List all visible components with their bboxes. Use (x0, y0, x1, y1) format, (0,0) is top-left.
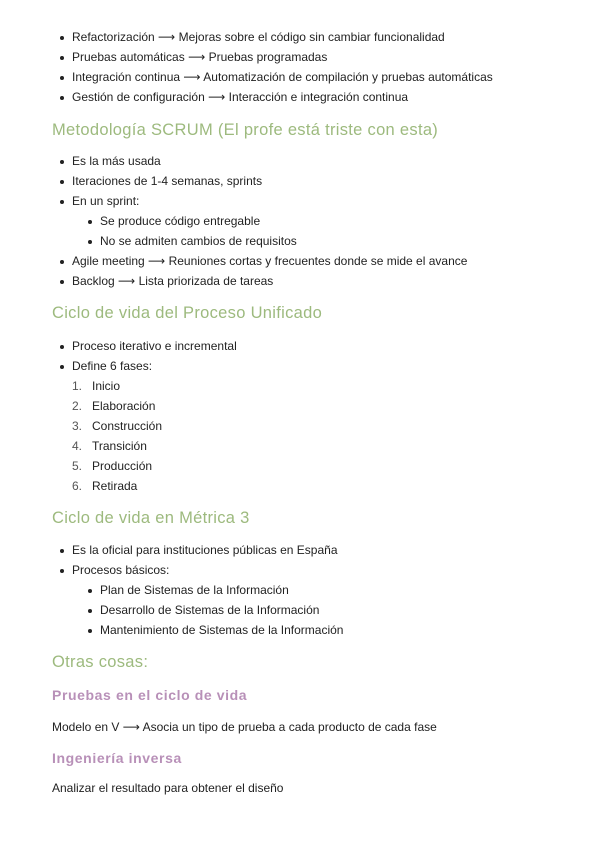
list-item: 1. Inicio (72, 379, 121, 393)
pruebas-heading: Pruebas en el ciclo de vida (52, 687, 248, 703)
list-item: Agile meeting ⟶ Reuniones cortas y frecuentes donde se mide el avance (0, 251, 600, 271)
inversa-paragraph: Analizar el resultado para obtener el diseño (52, 781, 284, 795)
list-item: Integración continua ⟶ Automatización de compilación y pruebas automáticas (0, 67, 600, 87)
intro-section (0, 27, 600, 107)
intro-list (0, 27, 600, 107)
list-item: Refactorización ⟶ Mejoras sobre el código sin cambiar funcionalidad (0, 27, 600, 47)
scrum-list (0, 151, 600, 211)
list-item: Mantenimiento de Sistemas de la Información (0, 620, 600, 640)
list-item: Iteraciones de 1-4 semanas, sprints (0, 171, 600, 191)
unificado-heading: Ciclo de vida del Proceso Unificado (52, 304, 323, 322)
inversa-heading: Ingeniería inversa (52, 750, 182, 766)
list-item: Es la más usada (0, 151, 600, 171)
sprint-sublist (0, 211, 600, 251)
metrica-list (0, 540, 600, 580)
scrum-section (0, 151, 600, 291)
scrum-list-continued (0, 251, 600, 291)
scrum-heading: Metodología SCRUM (El profe está triste con esta) (52, 121, 439, 139)
list-item: Define 6 fases: (0, 356, 600, 376)
procesos-sublist (0, 580, 600, 640)
list-item: Pruebas automáticas ⟶ Pruebas programadas (0, 47, 600, 67)
list-item: Procesos básicos: (0, 560, 600, 580)
list-item: Gestión de configuración ⟶ Interacción e integración continua (0, 87, 600, 107)
list-item: 3. Construcción (72, 419, 163, 433)
list-item: No se admiten cambios de requisitos (0, 231, 600, 251)
unificado-section (0, 336, 600, 496)
list-item: Es la oficial para instituciones públicas en España (0, 540, 600, 560)
list-item: 5. Producción (72, 459, 153, 473)
metrica-section (0, 540, 600, 640)
list-item: Plan de Sistemas de la Información (0, 580, 600, 600)
list-item: Backlog ⟶ Lista priorizada de tareas (0, 271, 600, 291)
list-item: En un sprint: (0, 191, 600, 211)
fases-list (0, 376, 600, 496)
list-item: Proceso iterativo e incremental (0, 336, 600, 356)
metrica-heading: Ciclo de vida en Métrica 3 (52, 509, 250, 527)
list-item: 4. Transición (72, 439, 147, 453)
otras-heading: Otras cosas: (52, 653, 149, 671)
pruebas-paragraph: Modelo en V ⟶ Asocia un tipo de prueba a cada producto de cada fase (52, 720, 437, 734)
list-item: Desarrollo de Sistemas de la Información (0, 600, 600, 620)
list-item: 2. Elaboración (72, 399, 156, 413)
unificado-list (0, 336, 600, 376)
list-item: 6. Retirada (72, 479, 138, 493)
list-item: Se produce código entregable (0, 211, 600, 231)
